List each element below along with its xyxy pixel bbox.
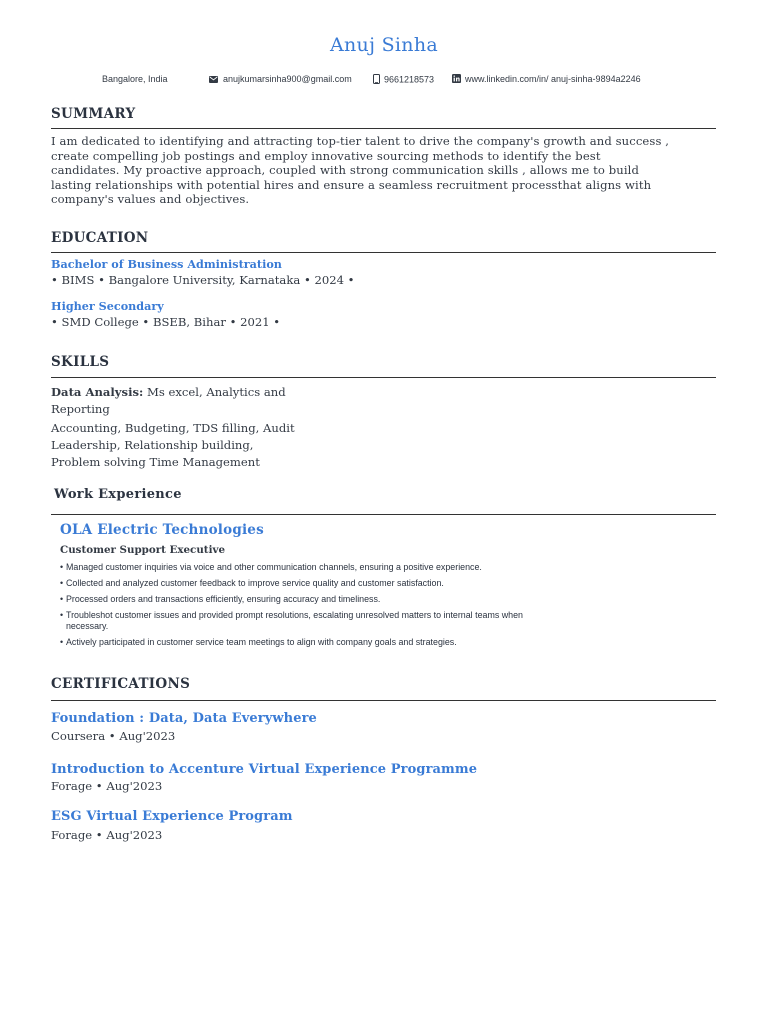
- certification-name: Introduction to Accenture Virtual Experience Programme: [51, 762, 478, 777]
- summary-line: I am dedicated to identifying and attracting top-tier talent to drive the company's growth and success ,: [51, 134, 670, 148]
- work-bullet: • Troubleshot customer issues and provided prompt resolutions, escalating unresolved matters to internal teams when: [60, 610, 700, 621]
- certifications-heading: CERTIFICATIONS: [51, 676, 191, 692]
- certification-name: ESG Virtual Experience Program: [51, 809, 293, 824]
- summary-divider: [51, 128, 716, 129]
- certification-name: Foundation : Data, Data Everywhere: [51, 711, 317, 726]
- company-name: OLA Electric Technologies: [60, 522, 264, 538]
- skill-line: Reporting: [51, 402, 110, 416]
- certifications-divider: [51, 700, 716, 701]
- work-bullet: • Processed orders and transactions efficiently, ensuring accuracy and timeliness.: [60, 594, 700, 605]
- certification-meta: Forage • Aug'2023: [51, 779, 163, 793]
- skill-line: Accounting, Budgeting, TDS filling, Audit: [51, 421, 295, 435]
- phone-icon: [373, 74, 380, 86]
- certification-meta: Forage • Aug'2023: [51, 828, 163, 842]
- education-degree: Higher Secondary: [51, 299, 164, 313]
- summary-line: lasting relationships with potential hires and ensure a seamless recruitment processthat aligns with: [51, 177, 652, 192]
- summary-line: create compelling job postings and employ innovative sourcing methods to identify the best: [51, 148, 601, 163]
- work-divider: [51, 514, 716, 515]
- linkedin-text: www.linkedin.com/in/ anuj-sinha-9894a2246: [465, 74, 641, 84]
- email-text: anujkumarsinha900@gmail.com: [223, 74, 352, 84]
- skill-line: Problem solving Time Management: [51, 455, 260, 469]
- summary-heading: SUMMARY: [51, 106, 136, 122]
- location: Bangalore, India: [102, 74, 168, 84]
- work-bullets: [60, 562, 700, 653]
- skill-line: Leadership, Relationship building,: [51, 438, 254, 452]
- education-degree: Bachelor of Business Administration: [51, 257, 282, 271]
- candidate-name: Anuj Sinha: [329, 34, 439, 56]
- work-bullet: • Actively participated in customer service team meetings to align with company goals and strategies.: [60, 637, 700, 648]
- work-bullet: • Managed customer inquiries via voice and other communication channels, ensuring a positive experience.: [60, 562, 700, 573]
- education-details: • SMD College • BSEB, Bihar • 2021 •: [51, 315, 281, 329]
- education-heading: EDUCATION: [51, 230, 149, 246]
- skills-divider: [51, 377, 716, 378]
- skill-line: [51, 384, 286, 400]
- summary-line: company's values and objectives.: [51, 192, 250, 207]
- phone-text: 9661218573: [384, 74, 435, 85]
- skills-heading: SKILLS: [51, 354, 110, 370]
- skill-label: Data Analysis:: [51, 385, 144, 399]
- summary-text: [51, 134, 711, 207]
- work-bullet-continuation: necessary.: [66, 621, 109, 631]
- work-heading: Work Experience: [54, 487, 182, 502]
- summary-line: candidates. My proactive approach, coupled with strong communication skills , allows me to build: [51, 163, 639, 178]
- linkedin-contact[interactable]: [452, 74, 641, 88]
- education-divider: [51, 252, 716, 253]
- mail-icon: [209, 75, 218, 85]
- job-role: Customer Support Executive: [60, 544, 226, 556]
- work-bullet: • Collected and analyzed customer feedback to improve service quality and customer satisfaction.: [60, 578, 700, 589]
- linkedin-icon: [452, 74, 461, 85]
- phone-contact[interactable]: [373, 74, 434, 88]
- certification-meta: Coursera • Aug'2023: [51, 729, 176, 743]
- skill-value: Ms excel, Analytics and: [143, 385, 286, 399]
- email-contact[interactable]: [209, 74, 352, 88]
- education-details: • BIMS • Bangalore University, Karnataka • 2024 •: [51, 273, 355, 287]
